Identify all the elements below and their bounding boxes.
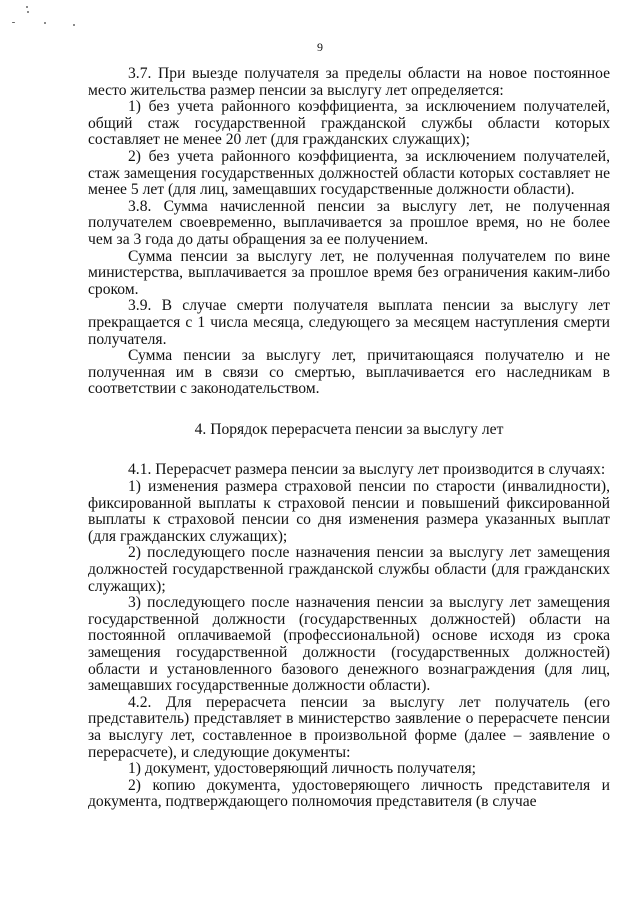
paragraph-3-7-item-1: 1) без учета районного коэффициента, за исключением получателей, общий стаж государственной гражданской службы области которых составляет не менее 20 лет (для гражданских служащих); — [88, 98, 610, 149]
paragraph-4-1-item-2: 2) последующего после назначения пенсии за выслугу лет замещения должностей государственной гражданской службы области (для гражданских служащих); — [88, 544, 610, 595]
body-text — [88, 66, 610, 811]
page-number: 9 — [317, 40, 323, 54]
paragraph-3-8: 3.8. Сумма начисленной пенсии за выслугу лет, не полученная получателем своевременно, выплачивается за прошлое время, но не более чем за 3 года до даты обращения за ее получением. — [88, 197, 610, 248]
paragraph-4-2: 4.2. Для перерасчета пенсии за выслугу лет получатель (его представитель) представляет в министерство заявление о перерасчете пенсии за выслугу лет, составленное в произвольной форме (далее – заявление о перерасчете), и следующие документы: — [88, 693, 610, 761]
paragraph-3-8-b: Сумма пенсии за выслугу лет, не полученная получателем по вине министерства, выплачивается за прошлое время без ограничения каким-либо сроком. — [88, 247, 610, 298]
paragraph-3-9-b: Сумма пенсии за выслугу лет, причитающаяся получателю и не полученная им в связи со смертью, выплачивается его наследникам в соответствии с законодательством. — [88, 347, 610, 398]
section-heading-4: 4. Порядок перерасчета пенсии за выслугу лет — [194, 420, 504, 438]
paragraph-4-1-item-3: 3) последующего после назначения пенсии за выслугу лет замещения государственной должности (государственных должностей) области на постоянной оплачиваемой (профессиональной) основе исходя из срока замещения государственной должности (государственных должностей) области и установленного базового денежного вознаграждения (для лиц, замещавших государственные должности области). — [88, 594, 610, 695]
paragraph-4-1: 4.1. Перерасчет размера пенсии за выслугу лет производится в случаях: — [128, 461, 606, 479]
paragraph-4-2-item-2: 2) копию документа, удостоверяющего личность представителя и документа, подтверждающего полномочия представителя (в случае — [88, 776, 610, 811]
paragraph-3-9: 3.9. В случае смерти получателя выплата пенсии за выслугу лет прекращается с 1 числа месяца, следующего за месяцем наступления смерти получателя. — [88, 297, 610, 348]
paragraph-3-7: 3.7. При выезде получателя за пределы области на новое постоянное место жительства размер пенсии за выслугу лет определяется: — [88, 65, 610, 99]
paragraph-4-1-item-1: 1) изменения размера страховой пенсии по старости (инвалидности), фиксированной выплаты к страховой пенсии и повышений фиксированной выплаты к страховой пенсии со дня изменения размера указанных выплат (для гражданских служащих); — [88, 478, 610, 545]
paragraph-4-2-item-1: 1) документ, удостоверяющий личность получателя; — [128, 760, 476, 778]
paragraph-3-7-item-2: 2) без учета районного коэффициента, за исключением получателей, стаж замещения государственных должностей области которых составляет не менее 5 лет (для лиц, замещавших государственные должности области). — [88, 147, 610, 199]
